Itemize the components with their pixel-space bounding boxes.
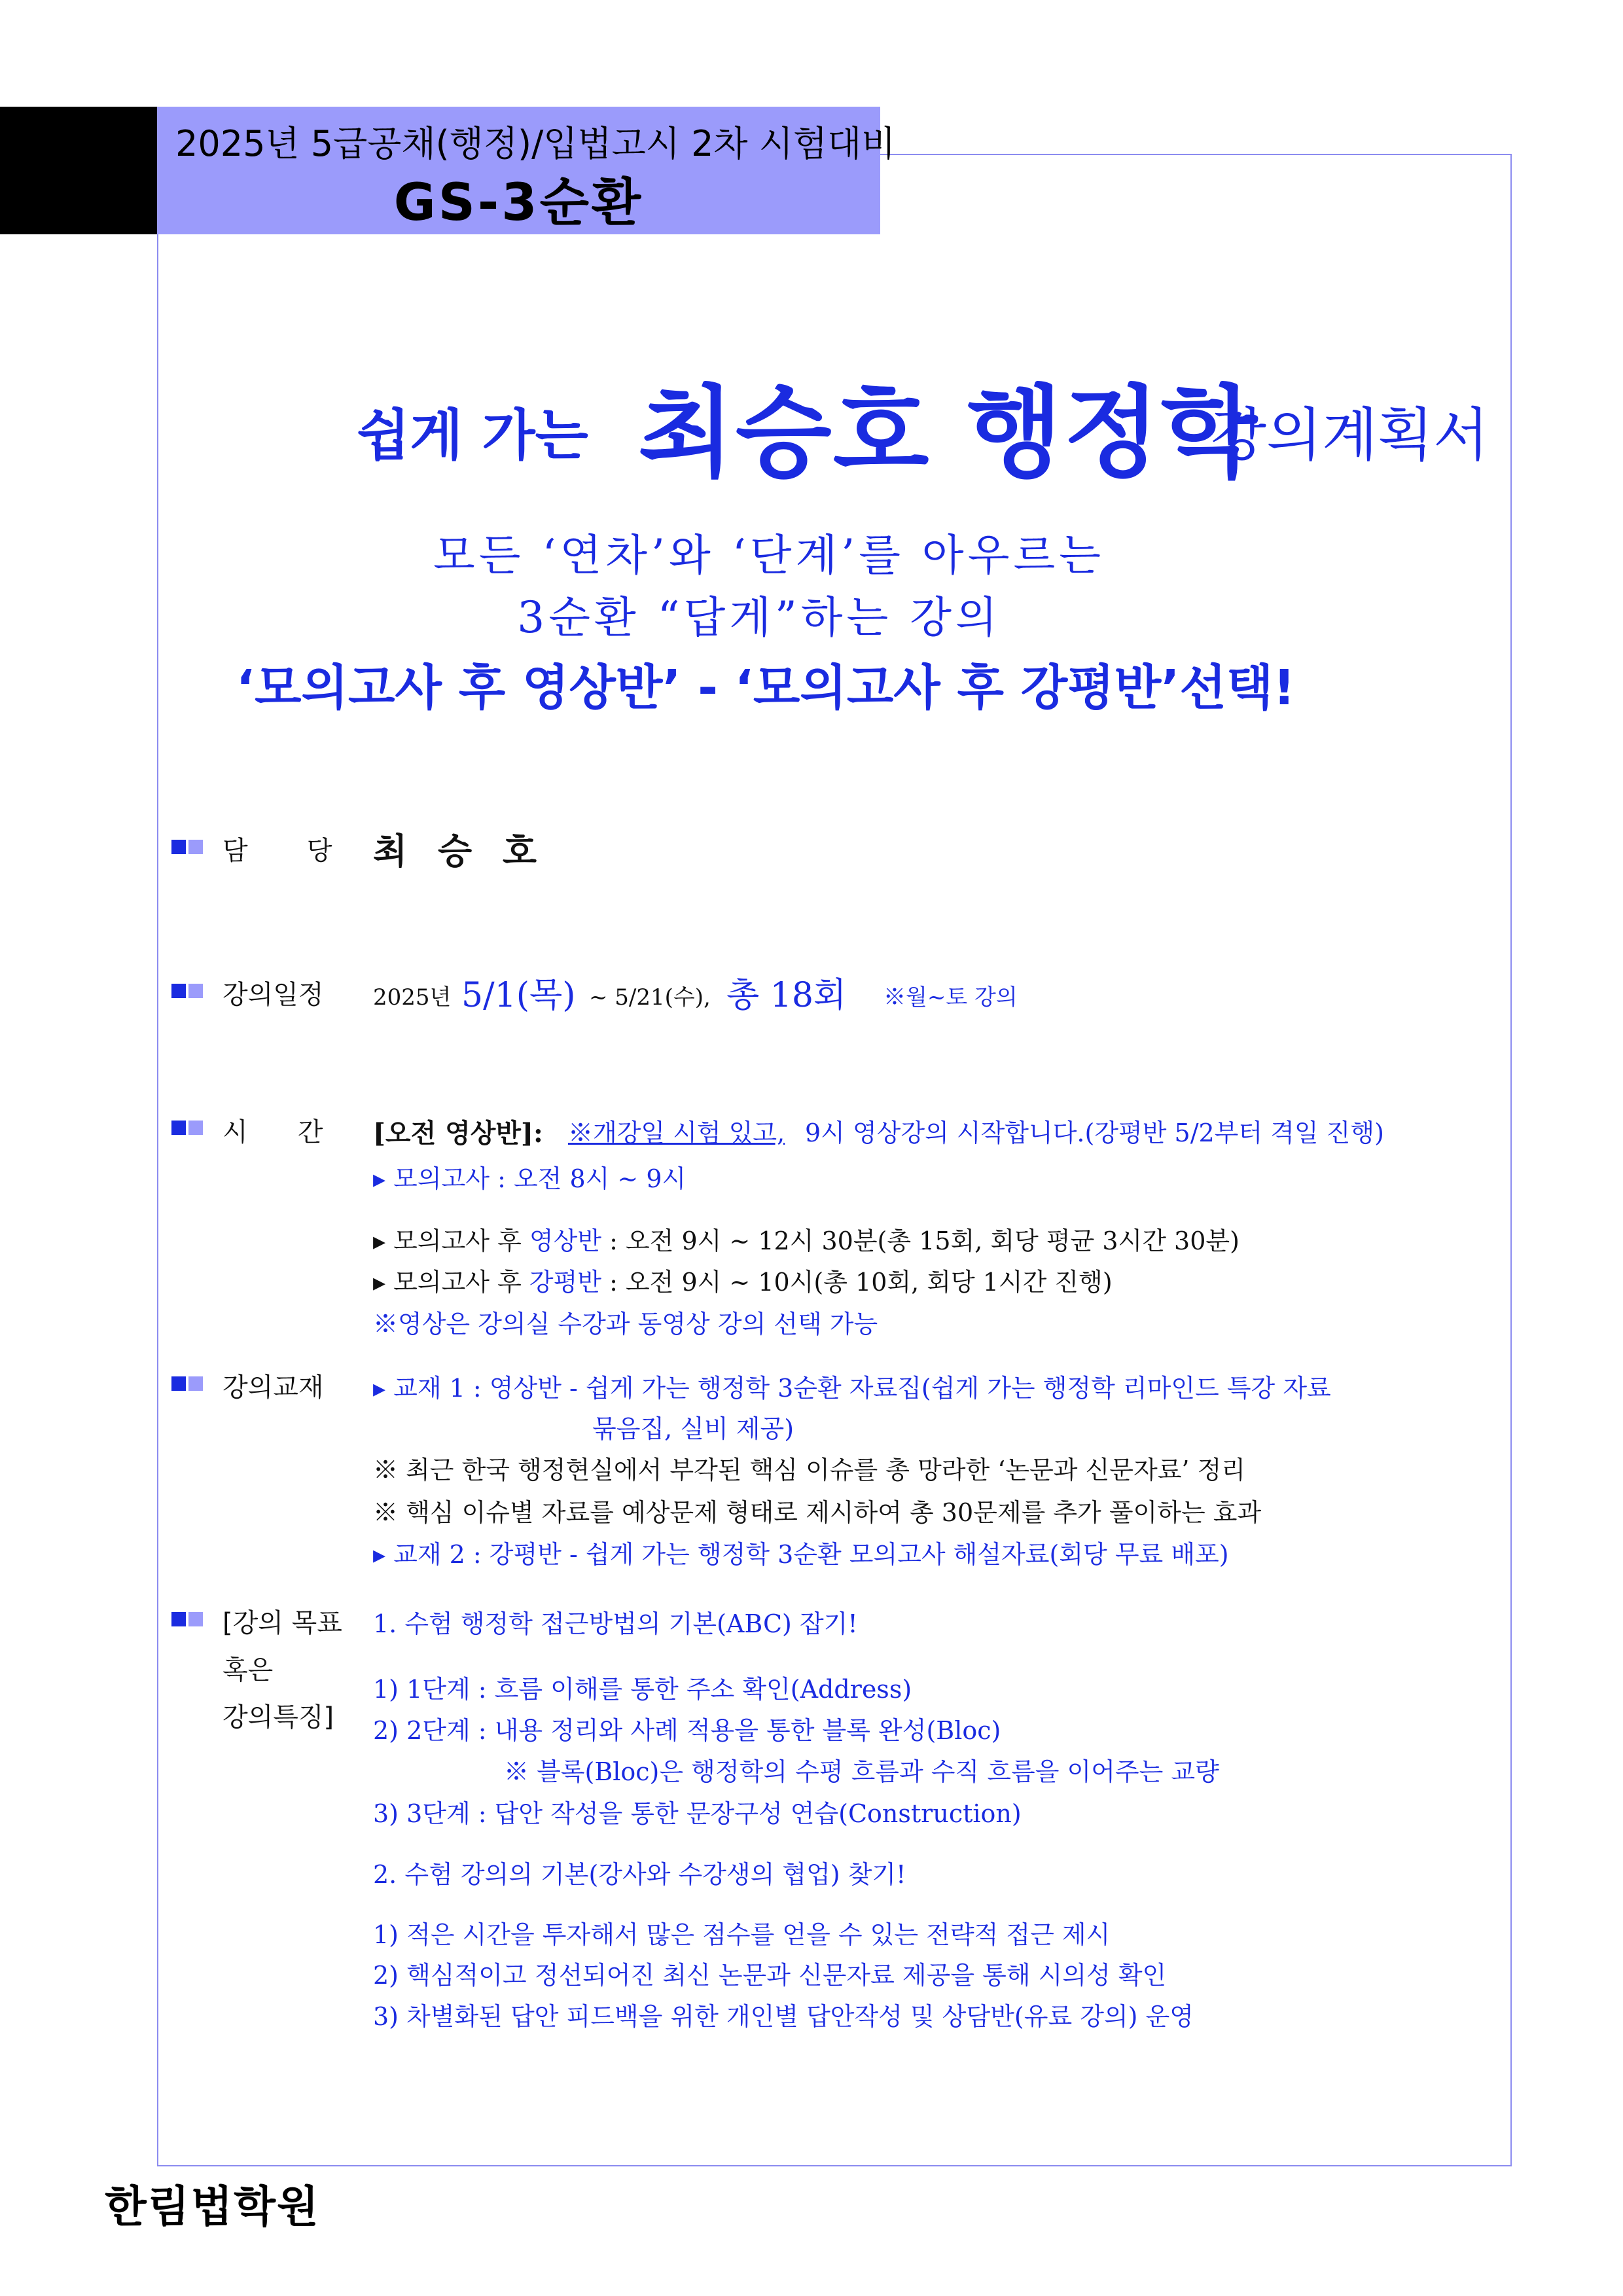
textbook-line-2: ※ 최근 한국 행정현실에서 부각된 핵심 이슈를 총 망라한 ‘논문과 신문자료’ 정리: [373, 1456, 1245, 1484]
textbook-line-4: ▸ 교재 2 : 강평반 - 쉽게 가는 행정학 3순환 모의고사 해설자료(회당 무료 배포): [373, 1540, 1229, 1569]
exam-target-text: 2025년 5급공채(행정)/입법고시 2차 시험대비: [175, 123, 896, 164]
goals-label-2: 혹은: [223, 1655, 274, 1685]
schedule-year: 2025년: [373, 984, 452, 1011]
goals-heading-1: 1. 수험 행정학 접근방법의 기본(ABC) 잡기!: [373, 1609, 858, 1638]
textbook-label: 강의교재: [223, 1372, 324, 1403]
subtitle-line-1: 모든 ‘연차’와 ‘단계’를 아우르는: [433, 530, 1105, 581]
section-bullet-icon: [171, 1121, 186, 1135]
section-bullet-icon: [171, 984, 186, 998]
course-series-title: GS-3순환: [393, 173, 644, 232]
instructor-label: 담 당: [223, 836, 334, 866]
section-bullet-icon: [171, 1612, 186, 1626]
header-black-block: [0, 107, 157, 234]
textbook-line-1: ▸ 교재 1 : 영상반 - 쉽게 가는 행정학 3순환 자료집(쉽게 가는 행정학 리마인드 특강 자료: [373, 1374, 1331, 1403]
goals-item-2-2: 2) 핵심적이고 정선되어진 최신 논문과 신문자료 제공을 통해 시의성 확인: [373, 1961, 1167, 1990]
section-bullet-icon: [171, 840, 186, 854]
goals-item-1-2-note: ※ 블록(Bloc)은 행정학의 수평 흐름과 수직 흐름을 이어주는 교량: [504, 1757, 1219, 1786]
goals-label-3: 강의특징]: [223, 1702, 334, 1732]
time-line-video-note: ※영상은 강의실 수강과 동영상 강의 선택 가능: [373, 1310, 878, 1338]
schedule-range: ~ 5/21(수),: [589, 984, 711, 1011]
goals-item-2-3: 3) 차별화된 답안 피드백을 위한 개인별 답안작성 및 상담반(유료 강의) 운영: [373, 2002, 1194, 2031]
schedule-note: ※월~토 강의: [883, 984, 1018, 1011]
time-line-video-class: ▸ 모의고사 후 영상반 : 오전 9시 ~ 12시 30분(총 15회, 회당 평균 3시간 30분): [373, 1227, 1240, 1255]
time-label: 시 간: [223, 1117, 323, 1147]
textbook-line-3: ※ 핵심 이슈별 자료를 예상문제 형태로 제시하여 총 30문제를 추가 풀이하는 효과: [373, 1498, 1262, 1527]
goals-item-1-1: 1) 1단계 : 흐름 이해를 통한 주소 확인(Address): [373, 1675, 912, 1704]
header-banner: [157, 107, 896, 234]
textbook-line-1b: 묶음집, 실비 제공): [592, 1414, 794, 1443]
document-title: [0, 353, 1623, 491]
time-head-bold: [오전 영상반]:: [373, 1118, 543, 1149]
subtitle-line-3: ‘모의고사 후 영상반’ - ‘모의고사 후 강평반’선택!: [236, 660, 1296, 716]
schedule-label: 강의일정: [223, 980, 324, 1010]
title-suffix: 강의계획서: [1211, 401, 1489, 469]
title-prefix: 쉽게 가는: [357, 403, 588, 467]
goals-item-2-1: 1) 적은 시간을 투자해서 많은 점수를 얻을 수 있는 전략적 접근 제시: [373, 1920, 1111, 1949]
goals-item-1-3: 3) 3단계 : 답안 작성을 통한 문장구성 연습(Construction): [373, 1799, 1022, 1828]
academy-logo: 한림법학원: [105, 2181, 320, 2232]
section-bullet-icon: [171, 1376, 186, 1391]
time-line-review-class: ▸ 모의고사 후 강평반 : 오전 9시 ~ 10시(총 10회, 회당 1시간 진행): [373, 1268, 1113, 1297]
schedule-total: 총 18회: [726, 976, 847, 1015]
title-main: 최승호 행정학: [638, 375, 1258, 491]
instructor-name: 최 승 호: [373, 830, 546, 872]
time-head-rest: 9시 영상강의 시작합니다.(강평반 5/2부터 격일 진행): [805, 1119, 1384, 1147]
goals-label-1: [강의 목표: [223, 1608, 342, 1638]
time-head-note: ※개강일 시험 있고,: [568, 1119, 785, 1147]
goals-item-1-2: 2) 2단계 : 내용 정리와 사례 적용을 통한 블록 완성(Bloc): [373, 1716, 1001, 1745]
subtitle-line-2: 3순환 “답게”하는 강의: [517, 592, 1001, 643]
time-line-mock-exam: ▸ 모의고사 : 오전 8시 ~ 9시: [373, 1164, 687, 1193]
goals-heading-2: 2. 수험 강의의 기본(강사와 수강생의 협업) 찾기!: [373, 1860, 906, 1889]
schedule-start-date: 5/1(목): [461, 976, 576, 1015]
